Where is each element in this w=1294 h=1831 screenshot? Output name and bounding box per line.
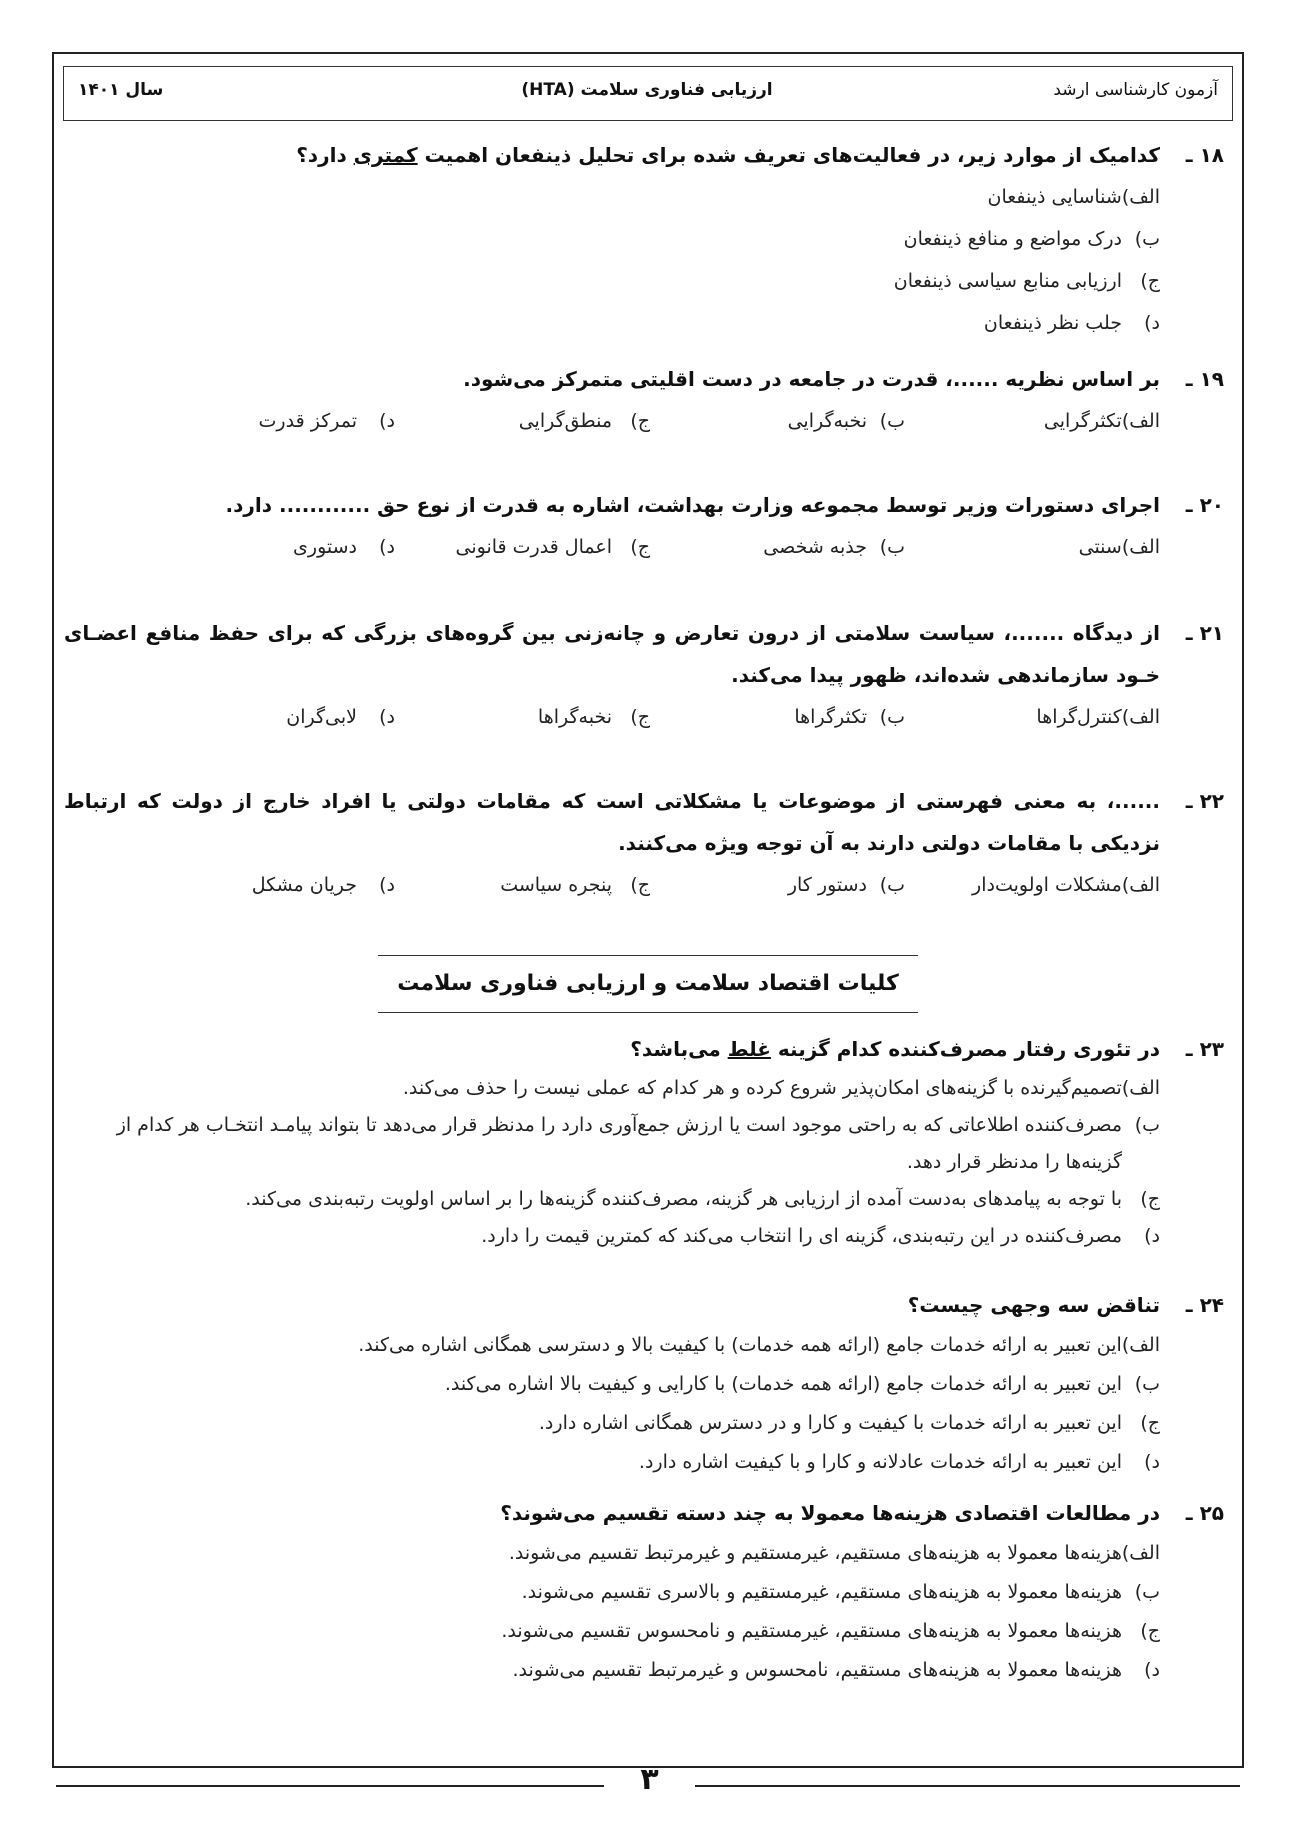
question-number: ۲۵ ـ [1185, 1501, 1224, 1525]
option-text: هزینه‌ها معمولا به هزینه‌های مستقیم، غیرمستقیم و نامحسوس تقسیم می‌شوند. [501, 1620, 1122, 1642]
option-label: د) [379, 874, 395, 896]
option-label: د) [1144, 1225, 1160, 1247]
option-label: الف) [1121, 1334, 1160, 1356]
question-number: ۱۸ ـ [1185, 143, 1224, 167]
option-text: هزینه‌ها معمولا به هزینه‌های مستقیم، غیرمستقیم و بالاسری تقسیم می‌شوند. [521, 1581, 1122, 1603]
question-20 [64, 484, 1224, 568]
question-23 [64, 1028, 1224, 1255]
option-a[interactable] [64, 176, 1160, 218]
option-label: ب) [1134, 1373, 1160, 1395]
option-label: ج) [1140, 1412, 1160, 1434]
question-24 [64, 1284, 1224, 1482]
option-text: تکثرگرایی [1043, 410, 1122, 432]
option-label: ج) [630, 874, 650, 896]
option-d[interactable] [140, 864, 395, 906]
option-text: با توجه به پیامدهای به‌دست آمده از ارزیابی هر گزینه، مصرف‌کننده گزینه‌ها را بر اساس اولویت رتبه‌بندی می‌کند. [245, 1188, 1122, 1210]
footer-rule-right [695, 1785, 1240, 1787]
option-label: ج) [1140, 1620, 1160, 1642]
option-text: ارزیابی منابع سیاسی ذینفعان [893, 270, 1122, 292]
question-number: ۲۰ ـ [1185, 493, 1224, 517]
option-b[interactable] [650, 864, 905, 906]
option-c[interactable] [64, 1181, 1160, 1218]
page-number: ۳ [640, 1762, 659, 1797]
question-text [64, 1028, 1160, 1070]
option-a[interactable] [64, 1326, 1160, 1365]
option-c[interactable] [395, 526, 650, 568]
option-label: د) [1144, 1659, 1160, 1681]
question-text: در مطالعات اقتصادی هزینه‌ها معمولا به چند دسته تقسیم می‌شوند؟ [500, 1501, 1160, 1525]
options-list [64, 176, 1160, 344]
question-text-part: در تئوری رفتار مصرف‌کننده کدام گزینه [770, 1037, 1160, 1061]
option-label: الف) [1121, 410, 1160, 432]
option-text: جذبه شخصی [763, 536, 867, 558]
option-label: الف) [1121, 874, 1160, 896]
option-label: د) [379, 536, 395, 558]
option-text: منطق‌گرایی [518, 410, 612, 432]
option-label: ج) [1140, 270, 1160, 292]
option-label: ب) [879, 410, 905, 432]
option-label: الف) [1121, 186, 1160, 208]
option-a[interactable] [64, 1070, 1160, 1107]
question-18 [64, 134, 1224, 344]
question-number: ۲۱ ـ [1185, 621, 1224, 645]
question-21 [64, 612, 1224, 738]
options-row [64, 864, 1160, 906]
option-label: ب) [879, 706, 905, 728]
option-text: این تعبیر به ارائه خدمات عادلانه و کارا و با کیفیت اشاره دارد. [638, 1451, 1122, 1473]
option-text: سنتی [1078, 536, 1122, 558]
option-a[interactable] [905, 400, 1160, 442]
option-text: مشکلات اولویت‌دار [972, 874, 1122, 896]
question-text-part: دارد؟ [296, 143, 354, 167]
option-label: ب) [1134, 228, 1160, 250]
option-label: ب) [879, 874, 905, 896]
question-number: ۲۲ ـ [1185, 789, 1224, 813]
question-22 [64, 780, 1224, 906]
option-label: ج) [1140, 1188, 1160, 1210]
options-row [64, 526, 1160, 568]
option-c[interactable] [395, 400, 650, 442]
question-number: ۲۴ ـ [1185, 1293, 1224, 1317]
question-number: ۱۹ ـ [1185, 367, 1224, 391]
option-c[interactable] [64, 1612, 1160, 1651]
option-text: اعمال قدرت قانونی [455, 536, 612, 558]
option-label: الف) [1121, 706, 1160, 728]
option-text: جریان مشکل [251, 874, 357, 896]
option-a[interactable] [905, 526, 1160, 568]
question-text: ......، به معنی فهرستی از موضوعات یا مشکلاتی است که مقامات دولتی یا افراد خارج از دولت که ارتباط نزدیکی با مقامات دولتی دارند به آن توجه ویژه می‌کنند. [64, 789, 1160, 855]
section-title: کلیات اقتصاد سلامت و ارزیابی فناوری سلامت [378, 955, 918, 1013]
option-d[interactable] [140, 526, 395, 568]
header-subject: ارزیابی فناوری سلامت (HTA) [521, 80, 773, 100]
option-b[interactable] [64, 1107, 1160, 1181]
option-label: ب) [879, 536, 905, 558]
option-text: نخبه‌گرایی [787, 410, 867, 432]
options-list [64, 1070, 1160, 1255]
option-label: الف) [1121, 1542, 1160, 1564]
option-d[interactable] [140, 696, 395, 738]
header-year: سال ۱۴۰۱ [78, 80, 164, 100]
question-text-underlined: غلط [727, 1037, 771, 1061]
option-label: ج) [630, 410, 650, 432]
question-text-part: کدامیک از موارد زیر، در فعالیت‌های تعریف شده برای تحلیل ذینفعان اهمیت [417, 143, 1160, 167]
options-list [64, 1534, 1160, 1690]
option-d[interactable] [64, 1443, 1160, 1482]
option-label: ج) [630, 536, 650, 558]
option-b[interactable] [64, 1365, 1160, 1404]
option-label: ج) [630, 706, 650, 728]
option-c[interactable] [64, 260, 1160, 302]
option-text: پنجره سیاست [500, 874, 612, 896]
option-a[interactable] [64, 1534, 1160, 1573]
option-d[interactable] [140, 400, 395, 442]
option-b[interactable] [650, 526, 905, 568]
option-b[interactable] [650, 696, 905, 738]
option-text: مصرف‌کننده اطلاعاتی که به راحتی موجود است یا ارزش جمع‌آوری دارد را مدنظر قرار می‌دهد تا بتواند پیامـد انتخـاب هر کدام از گزینه‌ها را مدنظر قرار دهد. [116, 1114, 1122, 1173]
option-text: جلب نظر ذینفعان [983, 312, 1122, 334]
option-label: د) [379, 706, 395, 728]
option-label: د) [1144, 312, 1160, 334]
options-row [64, 400, 1160, 442]
question-text-underlined: کمتری [353, 143, 418, 167]
option-text: شناسایی ذینفعان [987, 186, 1122, 208]
option-d[interactable] [64, 302, 1160, 344]
option-c[interactable] [395, 864, 650, 906]
option-text: تکثرگراها [794, 706, 867, 728]
question-text: از دیدگاه .......، سیاست سلامتی از درون تعارض و چانه‌زنی بین گروه‌های بزرگی که برای حفظ منافع اعضـای خـود سازماندهی شده‌اند، ظهور پیدا می‌کند. [64, 621, 1160, 687]
question-19 [64, 358, 1224, 442]
option-text: این تعبیر به ارائه خدمات با کیفیت و کارا و در دسترس همگانی اشاره دارد. [538, 1412, 1122, 1434]
option-c[interactable] [395, 696, 650, 738]
option-d[interactable] [64, 1218, 1160, 1255]
options-list [64, 1326, 1160, 1482]
option-text: کنترل‌گراها [1036, 706, 1122, 728]
option-label: الف) [1121, 536, 1160, 558]
option-text: درک مواضع و منافع ذینفعان [903, 228, 1122, 250]
footer-rule-left [56, 1785, 604, 1787]
option-text: هزینه‌ها معمولا به هزینه‌های مستقیم، غیرمستقیم و غیرمرتبط تقسیم می‌شوند. [508, 1542, 1122, 1564]
question-text: اجرای دستورات وزیر توسط مجموعه وزارت بهداشت، اشاره به قدرت از نوع حق ............ دارد. [225, 493, 1160, 517]
option-a[interactable] [905, 696, 1160, 738]
option-label: الف) [1121, 1077, 1160, 1099]
options-row [64, 696, 1160, 738]
question-text: تناقض سه وجهی چیست؟ [907, 1293, 1160, 1317]
question-text: بر اساس نظریه ......، قدرت در جامعه در دست اقلیتی متمرکز می‌شود. [463, 367, 1160, 391]
option-text: نخبه‌گراها [537, 706, 612, 728]
option-d[interactable] [64, 1651, 1160, 1690]
option-text: دستور کار [787, 874, 867, 896]
question-25 [64, 1492, 1224, 1690]
option-b[interactable] [64, 218, 1160, 260]
option-b[interactable] [64, 1573, 1160, 1612]
question-number: ۲۳ ـ [1185, 1037, 1224, 1061]
question-text [64, 134, 1160, 176]
option-text: این تعبیر به ارائه خدمات جامع (ارائه همه خدمات) با کارایی و کیفیت بالا اشاره می‌کند. [444, 1373, 1122, 1395]
option-text: دستوری [293, 536, 357, 558]
option-label: ب) [1134, 1114, 1160, 1136]
option-text: تصمیم‌گیرنده با گزینه‌های امکان‌پذیر شروع کرده و هر کدام که عملی نیست را حذف می‌کند. [402, 1077, 1122, 1099]
option-text: تمرکز قدرت [258, 410, 357, 432]
question-text-part: می‌باشد؟ [630, 1037, 728, 1061]
option-c[interactable] [64, 1404, 1160, 1443]
header-exam: آزمون کارشناسی ارشد [1053, 80, 1218, 100]
option-label: د) [1144, 1451, 1160, 1473]
option-b[interactable] [650, 400, 905, 442]
option-label: د) [379, 410, 395, 432]
option-text: هزینه‌ها معمولا به هزینه‌های مستقیم، نامحسوس و غیرمرتبط تقسیم می‌شوند. [512, 1659, 1122, 1681]
option-text: این تعبیر به ارائه خدمات جامع (ارائه همه خدمات) با کیفیت بالا و دسترسی همگانی اشاره می‌کند. [358, 1334, 1122, 1356]
option-a[interactable] [905, 864, 1160, 906]
option-label: ب) [1134, 1581, 1160, 1603]
option-text: لابی‌گران [286, 706, 357, 728]
option-text: مصرف‌کننده در این رتبه‌بندی، گزینه ای را انتخاب می‌کند که کمترین قیمت را دارد. [481, 1225, 1122, 1247]
